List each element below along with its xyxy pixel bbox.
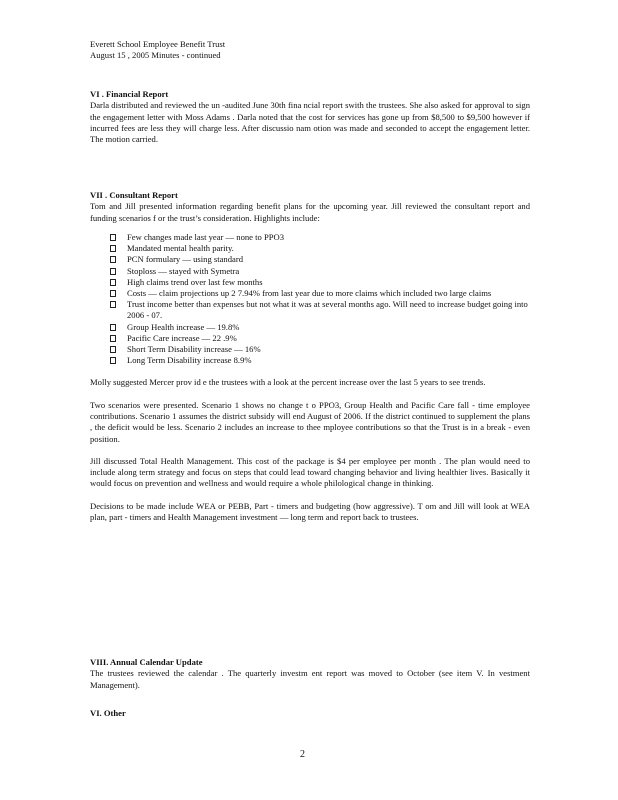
list-item-text: Pacific Care increase — 22 .9% xyxy=(127,332,237,343)
list-item-text: Costs — claim projections up 2 7.94% from last year due to more claims which included two large claims xyxy=(127,287,492,298)
highlights-list xyxy=(90,232,530,366)
header-line-1: Everett School Employee Benefit Trust xyxy=(90,39,226,49)
section-title: VIII. Annual Calendar Update xyxy=(90,657,203,667)
list-item xyxy=(90,355,530,366)
list-item-text: High claims trend over last few months xyxy=(127,276,263,287)
list-item-text: Mandated mental health parity. xyxy=(127,243,234,254)
section-title: VII . Consultant Report xyxy=(90,190,178,200)
list-item xyxy=(90,299,530,321)
list-item xyxy=(90,288,530,299)
list-item xyxy=(90,232,530,243)
list-item xyxy=(90,344,530,355)
checkbox-bullet-icon xyxy=(110,234,116,241)
checkbox-bullet-icon xyxy=(110,324,116,331)
page-header xyxy=(90,39,225,61)
list-item-text: Few changes made last year — none to PPO3 xyxy=(127,231,285,242)
section-annual-calendar-update xyxy=(90,657,530,691)
list-item-text: Short Term Disability increase — 16% xyxy=(127,343,261,354)
list-item xyxy=(90,322,530,333)
section-consultant-report xyxy=(90,190,530,523)
section-financial-report xyxy=(90,89,530,145)
checkbox-bullet-icon xyxy=(110,290,116,297)
list-item xyxy=(90,277,530,288)
checkbox-bullet-icon xyxy=(110,268,116,275)
list-item-text: Long Term Disability increase 8.9% xyxy=(127,355,252,366)
list-item-text: Stoploss — stayed with Symetra xyxy=(127,265,240,276)
checkbox-bullet-icon xyxy=(110,301,116,308)
page-number: 2 xyxy=(300,749,305,760)
paragraph: Tom and Jill presented information regarding benefit plans for the upcoming year. Jill reviewed the consultant report and funding scenarios f or the trust’s consideration. Highlights include: xyxy=(90,201,530,223)
list-item xyxy=(90,243,530,254)
checkbox-bullet-icon xyxy=(110,346,116,353)
checkbox-bullet-icon xyxy=(110,279,116,286)
paragraph: Two scenarios were presented. Scenario 1 shows no change t o PPO3, Group Health and Pacific Care fall - time employee contributions. Scenario 1 assumes the district subsidy will end August of 2006. If the district continued to supplement the plans , the deficit would be less. Scenario 2 includes an increase to thee mployee contributions so that the Trust is in a break - even position. xyxy=(90,399,530,444)
paragraph: The trustees reviewed the calendar . The quarterly investm ent report was moved to October (see item V. In vestment Management). xyxy=(90,668,530,690)
section-title: VI . Financial Report xyxy=(90,89,169,99)
checkbox-bullet-icon xyxy=(110,256,116,263)
list-item xyxy=(90,333,530,344)
list-item xyxy=(90,254,530,265)
list-item xyxy=(90,266,530,277)
checkbox-bullet-icon xyxy=(110,357,116,364)
list-item-text: Trust income better than expenses but not what it was at several months ago. Will need to increase budget going into 2006 - 07. xyxy=(127,299,528,321)
header-line-2: August 15 , 2005 Minutes - continued xyxy=(90,50,221,60)
paragraph: Jill discussed Total Health Management. This cost of the package is $4 per employee per month . The plan would need to include along term strategy and focus on steps that could lead toward changing behavior and living healthier lives. Basically it would focus on prevention and wellness and would require a whole philological change in thinking. xyxy=(90,455,530,489)
paragraph: Decisions to be made include WEA or PEBB, Part - timers and budgeting (how aggressive). T om and Jill will look at WEA plan, part - timers and Health Management investment — long term and report back to trustees. xyxy=(90,500,530,522)
list-item-text: PCN formulary — using standard xyxy=(127,254,244,265)
list-item-text: Group Health increase — 19.8% xyxy=(127,321,240,332)
section-title: VI. Other xyxy=(90,708,126,718)
paragraph: Darla distributed and reviewed the un -audited June 30th fina ncial report swith the trustees. She also asked for approval to sign the engagement letter with Moss Adams . Darla noted that the cost for services has gone up from $8,500 to $9,500 however if incurred fees are less they will charge less. After discussio nam otion was made and seconded to accept the engagement letter. The motion carried. xyxy=(90,100,530,145)
paragraph: Molly suggested Mercer prov id e the trustees with a look at the percent increase over the last 5 years to see trends. xyxy=(90,377,486,388)
checkbox-bullet-icon xyxy=(110,245,116,252)
section-other xyxy=(90,708,530,719)
checkbox-bullet-icon xyxy=(110,335,116,342)
